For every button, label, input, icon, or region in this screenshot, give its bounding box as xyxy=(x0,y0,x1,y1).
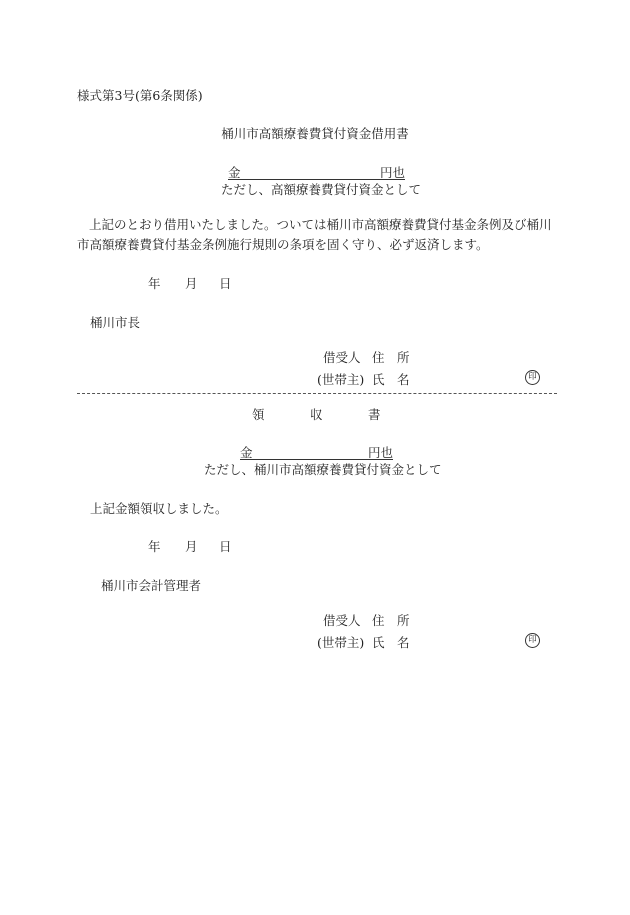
receipt-borrower-label: 借受人 xyxy=(323,613,361,628)
loan-date-month: 月 xyxy=(185,276,198,291)
receipt-date-month: 月 xyxy=(185,539,198,554)
receipt-body: 上記金額領収しました。 xyxy=(90,501,228,516)
receipt-addressee: 桶川市会計管理者 xyxy=(101,578,202,593)
loan-amount-prefix: 金 xyxy=(228,165,241,180)
loan-name-label: 氏 名 xyxy=(372,372,410,387)
loan-body: 上記のとおり借用いたしました。ついては桶川市高額療養費貸付基金条例及び桶川市高額療養費貸付基金条例施行規則の条項を固く守り、必ず返済します。 xyxy=(77,217,552,252)
receipt-title-char-3: 書 xyxy=(368,407,381,422)
loan-addressee: 桶川市長 xyxy=(90,315,141,330)
loan-household-label: (世帯主) xyxy=(317,372,365,387)
loan-date-day: 日 xyxy=(219,276,232,291)
receipt-name-label: 氏 名 xyxy=(372,635,410,650)
receipt-title-char-2: 収 xyxy=(310,407,323,422)
loan-date-year: 年 xyxy=(148,276,161,291)
receipt-seal-icon: 印 xyxy=(525,633,540,648)
receipt-household-label: (世帯主) xyxy=(317,635,365,650)
receipt-purpose: ただし、桶川市高額療養費貸付資金として xyxy=(204,462,442,477)
receipt-title-char-1: 領 xyxy=(252,407,265,422)
receipt-amount-suffix: 円也 xyxy=(367,445,393,460)
loan-title: 桶川市高額療養費貸付資金借用書 xyxy=(221,126,409,141)
loan-purpose: ただし、高額療養費貸付資金として xyxy=(221,182,422,197)
cut-line xyxy=(77,393,557,394)
loan-borrower-label: 借受人 xyxy=(323,350,361,365)
loan-seal-icon: 印 xyxy=(525,370,540,385)
loan-address-label: 住 所 xyxy=(372,350,410,365)
receipt-amount-prefix: 金 xyxy=(240,445,253,460)
form-label: 様式第3号(第6条関係) xyxy=(77,88,203,103)
receipt-address-label: 住 所 xyxy=(372,613,410,628)
receipt-amount-line xyxy=(240,443,393,460)
receipt-date-year: 年 xyxy=(148,539,161,554)
loan-amount-suffix: 円也 xyxy=(379,165,405,180)
loan-amount-line xyxy=(228,163,405,180)
receipt-date-day: 日 xyxy=(219,539,232,554)
